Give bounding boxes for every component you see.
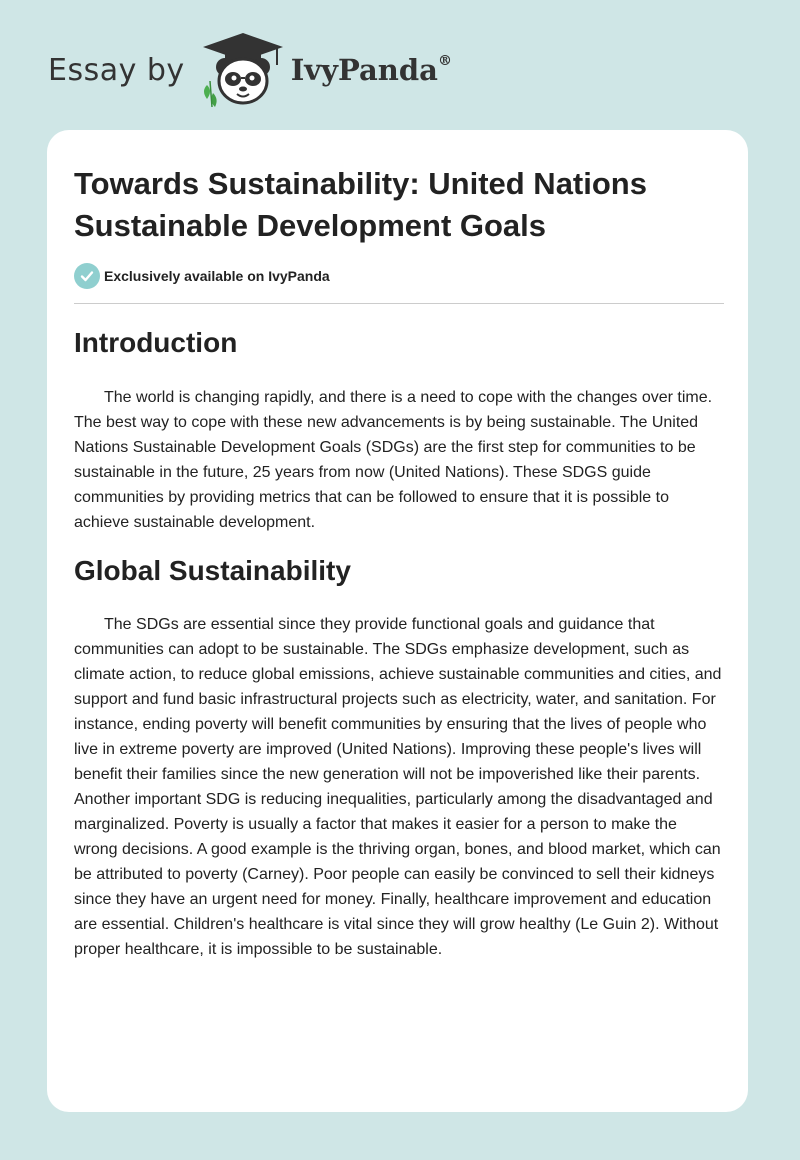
- exclusive-text: Exclusively available on IvyPanda: [104, 268, 330, 284]
- essay-card: [47, 130, 748, 1112]
- section-paragraph: The world is changing rapidly, and there is a need to cope with the changes over time. The best way to cope with these new advancements is by being sustainable. The United Nations Sustainable Development Goals (SDGs) are the first step for communities to be sustainable in the future, 25 years from now (United Nations). These SDGS guide communities by providing metrics that can be followed to ensure that it is possible to achieve sustainable development.: [74, 389, 713, 531]
- registered-mark: ®: [437, 53, 452, 70]
- essay-title: Towards Sustainability: United Nations Sustainable Development Goals: [74, 166, 647, 243]
- essay-by-label: Essay by: [48, 52, 185, 88]
- brand-text: IvyPanda: [290, 53, 438, 87]
- section-heading: Introduction: [74, 327, 238, 358]
- title-divider: [74, 303, 724, 304]
- check-icon: [74, 263, 100, 289]
- section-heading: Global Sustainability: [74, 555, 351, 586]
- panda-logo-icon: [199, 31, 287, 109]
- section-paragraph: The SDGs are essential since they provide functional goals and guidance that communities can adopt to be sustainable. The SDGs emphasize development, such as climate action, to reduce global emissions, achieve sustainable communities and cities, and support and fund basic infrastructural projects such as electricity, water, and sanitation. For instance, ending poverty will benefit communities by ensuring that the lives of people who live in extreme poverty are improved (United Nations). Improving these people's lives will benefit their families since the new generation will not be impoverished like their parents. Another important SDG is reducing inequalities, particularly among the disadvantaged and marginalized. Poverty is usually a factor that makes it easier for a person to make the wrong decisions. A good example is the thriving organ, bones, and blood market, which can be attributed to poverty (Carney). Poor people can easily be convinced to sell their kidneys since they have an urgent need for money. Finally, healthcare improvement and education are essential. Children's healthcare is vital since they will grow healthy (Le Guin 2). Without proper healthcare, it is impossible to be sustainable.: [74, 616, 722, 958]
- exclusive-badge: [74, 263, 330, 289]
- site-header: [48, 30, 452, 110]
- brand-name: [291, 53, 452, 87]
